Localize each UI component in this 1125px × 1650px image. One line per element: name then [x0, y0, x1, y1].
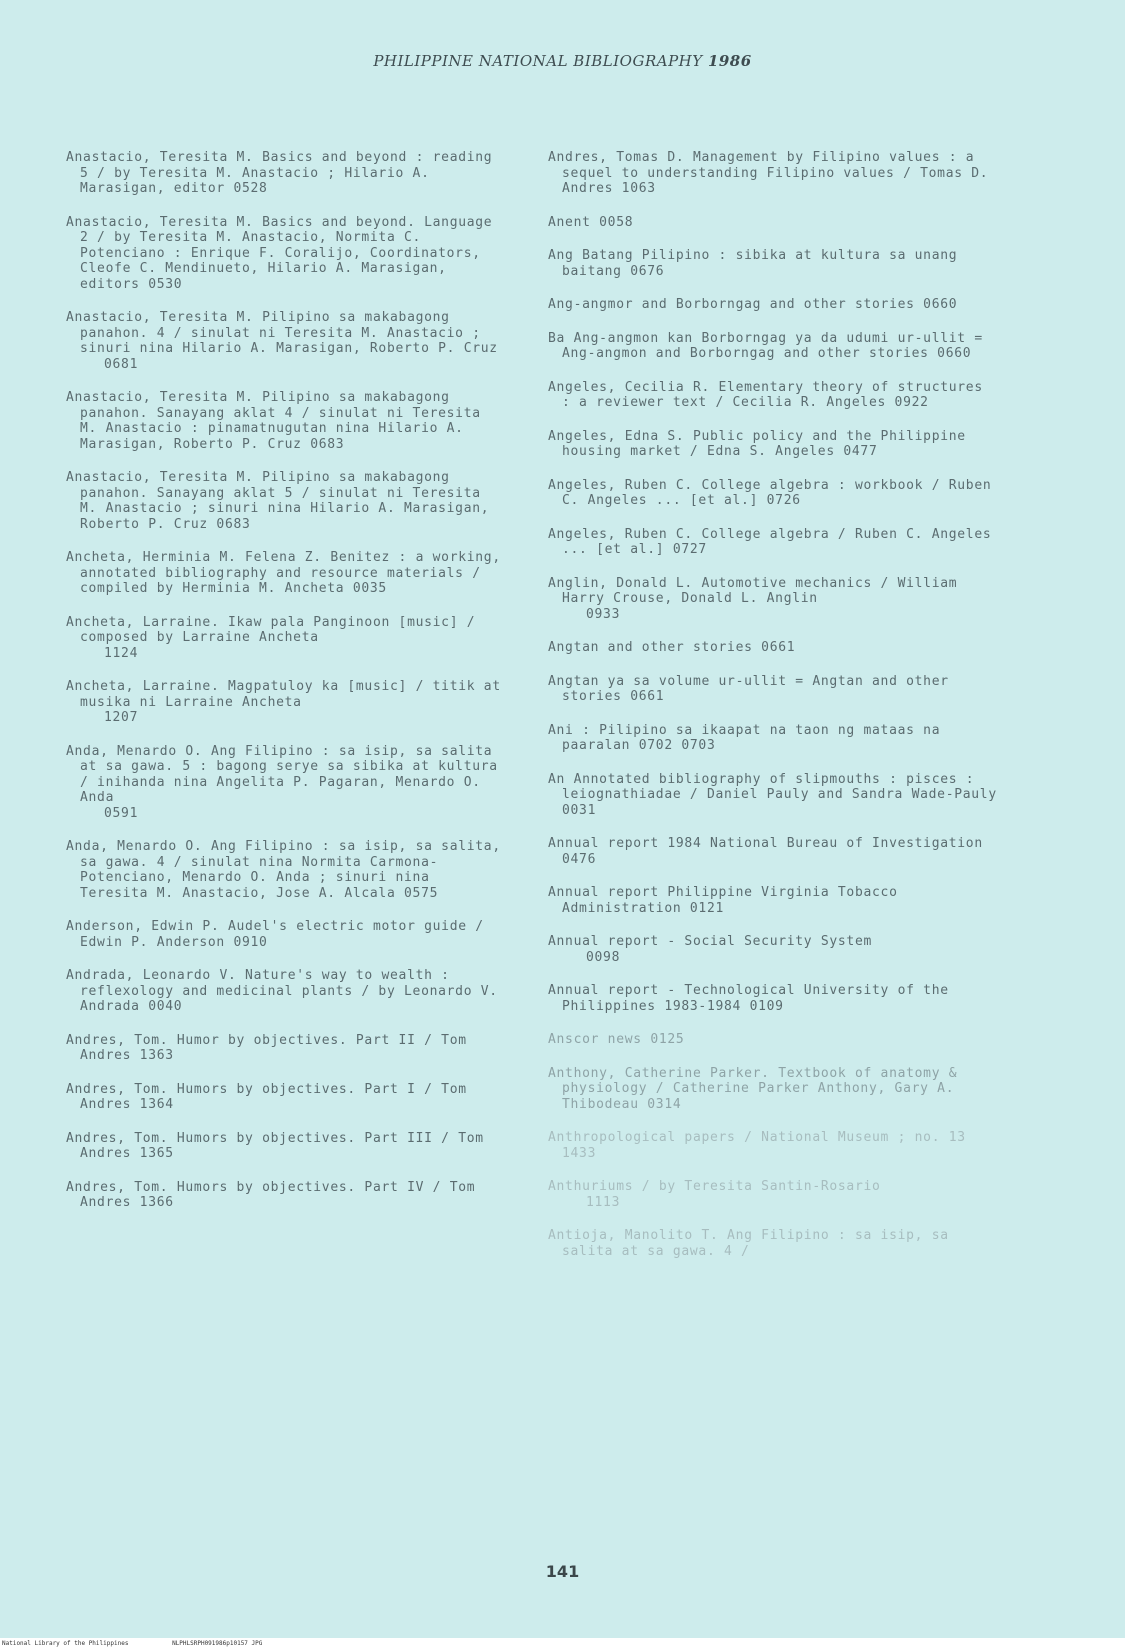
- entry-text: Angeles, Edna S. Public policy and the Philippine housing market / Edna S. Angeles 0477: [548, 428, 966, 459]
- entry-text: Annual report 1984 National Bureau of Investigation 0476: [548, 836, 983, 867]
- entry-text: Andres, Tom. Humors by objectives. Part IV / Tom Andres 1366: [66, 1179, 476, 1210]
- entry-text: Andrada, Leonardo V. Nature's way to wealth : reflexology and medicinal plants / by Leonardo V. Andrada 0040: [66, 968, 498, 1014]
- bibliography-entry: [548, 1228, 998, 1259]
- bibliography-entry: [66, 215, 506, 293]
- entry-text: Anda, Menardo O. Ang Filipino : sa isip, sa salita, sa gawa. 4 / sinulat nina Normita Carmona-Potenciano, Menardo O. Anda ; sinuri nina Teresita M. Anastacio, Jose A. Alcala 0575: [66, 839, 501, 901]
- entry-text: An Annotated bibliography of slipmouths : pisces : leiognathiadae / Daniel Pauly and Sandra Wade-Pauly 0031: [548, 771, 997, 818]
- bibliography-entry: [66, 310, 506, 372]
- entry-text: Anastacio, Teresita M. Basics and beyond : reading 5 / by Teresita M. Anastacio ; Hilario A. Marasigan, editor 0528: [66, 150, 493, 196]
- bibliography-entry: [66, 150, 506, 197]
- bibliography-entry: [66, 615, 506, 662]
- bibliography-entry: [66, 968, 506, 1015]
- bibliography-entry: [548, 576, 998, 623]
- entry-text: Annual report Philippine Virginia Tobacco Administration 0121: [548, 885, 898, 916]
- bibliography-title: PHILIPPINE NATIONAL BIBLIOGRAPHY: [373, 52, 703, 70]
- bibliography-entry: [66, 550, 506, 597]
- entry-number: 0681: [104, 356, 139, 372]
- bibliography-entry: [548, 934, 998, 965]
- bibliography-entry: [66, 839, 506, 901]
- entry-text: Ang-angmor and Borborngag and other stories 0660: [548, 297, 958, 312]
- entry-text: Anastacio, Teresita M. Pilipino sa makabagong panahon. Sanayang aklat 4 / sinulat ni Teresita M. Anastacio : pinamatnugutan nina Hilario A. Marasigan, Roberto P. Cruz 0683: [66, 390, 481, 452]
- entry-text: Anglin, Donald L. Automotive mechanics / William Harry Crouse, Donald L. Anglin: [548, 575, 958, 606]
- entry-text: Andres, Tom. Humors by objectives. Part I / Tom Andres 1364: [66, 1081, 467, 1112]
- entry-text: Anthropological papers / National Museum ; no. 13 1433: [548, 1130, 966, 1161]
- bibliography-entry: [548, 215, 998, 231]
- entry-text: Annual report - Social Security System: [548, 934, 873, 949]
- bibliography-entry: [548, 885, 998, 916]
- entry-text: Ang Batang Pilipino : sibika at kultura sa unang baitang 0676: [548, 248, 958, 279]
- left-column: [66, 150, 506, 1229]
- page-number: 141: [545, 1562, 580, 1581]
- entry-text: Ba Ang-angmon kan Borborngag ya da udumi ur-ullit = Ang-angmon and Borborngag and other stories 0660: [548, 330, 983, 361]
- entry-number: 0933: [586, 606, 621, 622]
- bibliography-entry: [548, 836, 998, 867]
- bibliography-entry: [548, 331, 998, 362]
- entry-text: Andres, Tom. Humor by objectives. Part II / Tom Andres 1363: [66, 1032, 467, 1063]
- entry-text: Andres, Tomas D. Management by Filipino values : a sequel to understanding Filipino values / Tomas D. Andres 1063: [548, 150, 989, 196]
- entry-text: Ancheta, Larraine. Magpatuloy ka [music] / titik at musika ni Larraine Ancheta: [66, 679, 501, 710]
- bibliography-entry: [66, 390, 506, 452]
- entry-text: Angeles, Ruben C. College algebra / Ruben C. Angeles ... [et al.] 0727: [548, 526, 992, 557]
- bibliography-entry: [548, 983, 998, 1014]
- bibliography-entry: [548, 478, 998, 509]
- bibliography-entry: [548, 429, 998, 460]
- footer-library: National Library of the Philippines: [2, 1640, 129, 1647]
- bibliography-entry: [66, 679, 506, 726]
- entry-number: 0098: [586, 949, 621, 965]
- entry-text: Anastacio, Teresita M. Pilipino sa makabagong panahon. Sanayang aklat 5 / sinulat ni Teresita M. Anastacio ; sinuri nina Hilario A. Marasigan, Roberto P. Cruz 0683: [66, 470, 490, 532]
- bibliography-entry: [66, 1033, 506, 1064]
- bibliography-entry: [548, 527, 998, 558]
- bibliography-entry: [548, 1032, 998, 1048]
- entry-text: Ancheta, Larraine. Ikaw pala Panginoon [music] / composed by Larraine Ancheta: [66, 614, 476, 645]
- entry-text: Anthony, Catherine Parker. Textbook of anatomy & physiology / Catherine Parker Anthony, Gary A. Thibodeau 0314: [548, 1065, 958, 1112]
- bibliography-entry: [548, 297, 998, 313]
- bibliography-entry: [548, 380, 998, 411]
- scan-footer: [0, 1638, 1125, 1650]
- entry-text: Angeles, Ruben C. College algebra : workbook / Ruben C. Angeles ... [et al.] 0726: [548, 477, 992, 508]
- bibliography-entry: [66, 470, 506, 532]
- entry-text: Annual report - Technological University of the Philippines 1983-1984 0109: [548, 983, 949, 1014]
- entry-text: Ani : Pilipino sa ikaapat na taon ng mataas na paaralan 0702 0703: [548, 722, 941, 753]
- bibliography-entry: [66, 1131, 506, 1162]
- entry-text: Anderson, Edwin P. Audel's electric motor guide / Edwin P. Anderson 0910: [66, 919, 484, 950]
- bibliography-entry: [548, 640, 998, 656]
- bibliography-entry: [548, 723, 998, 754]
- entry-text: Angeles, Cecilia R. Elementary theory of structures : a reviewer text / Cecilia R. Angeles 0922: [548, 379, 983, 410]
- bibliography-entry: [548, 674, 998, 705]
- entry-text: Anscor news 0125: [548, 1032, 685, 1047]
- bibliography-entry: [548, 772, 998, 819]
- bibliography-entry: [66, 919, 506, 950]
- bibliography-entry: [548, 1179, 998, 1210]
- entry-text: Angtan ya sa volume ur-ullit = Angtan and other stories 0661: [548, 673, 949, 704]
- bibliography-entry: [66, 1180, 506, 1211]
- entry-text: Anastacio, Teresita M. Pilipino sa makabagong panahon. 4 / sinulat ni Teresita M. Anastacio ; sinuri nina Hilario A. Marasigan, Roberto P. Cruz: [66, 310, 498, 356]
- entry-number: 1113: [586, 1194, 621, 1210]
- footer-file: NLPHLSRPH091986p10157 JPG: [172, 1640, 263, 1647]
- bibliography-entry: [66, 1082, 506, 1113]
- entry-text: Andres, Tom. Humors by objectives. Part III / Tom Andres 1365: [66, 1130, 484, 1161]
- bibliography-entry: [548, 1130, 998, 1161]
- entry-number: 1207: [104, 710, 139, 725]
- entry-text: Antioja, Manolito T. Ang Filipino : sa isip, sa salita at sa gawa. 4 /: [548, 1228, 949, 1259]
- bibliography-entry: [548, 248, 998, 279]
- right-column: [548, 150, 998, 1277]
- entry-text: Ancheta, Herminia M. Felena Z. Benitez : a working, annotated bibliography and resource materials / compiled by Herminia M. Ancheta 0035: [66, 550, 501, 596]
- entry-text: Anastacio, Teresita M. Basics and beyond. Language 2 / by Teresita M. Anastacio, Normita C. Potenciano : Enrique F. Coralijo, Coordinators, Cleofe C. Mendinueto, Hilario A. Marasigan, editors 0530: [66, 214, 493, 292]
- entry-number: 0591: [104, 805, 139, 821]
- entry-text: Angtan and other stories 0661: [548, 640, 796, 655]
- entry-text: Anent 0058: [548, 214, 634, 230]
- bibliography-entry: [66, 744, 506, 822]
- entry-number: 1124: [104, 645, 139, 661]
- page-title: [0, 52, 1125, 70]
- entry-text: Anthuriums / by Teresita Santin-Rosario: [548, 1179, 881, 1194]
- bibliography-year: 1986: [707, 52, 752, 70]
- entry-text: Anda, Menardo O. Ang Filipino : sa isip, sa salita at sa gawa. 5 : bagong serye sa sibika at kultura / inihanda nina Angelita P. Pagaran, Menardo O. Anda: [66, 743, 498, 805]
- bibliography-entry: [548, 150, 998, 197]
- bibliography-entry: [548, 1066, 998, 1113]
